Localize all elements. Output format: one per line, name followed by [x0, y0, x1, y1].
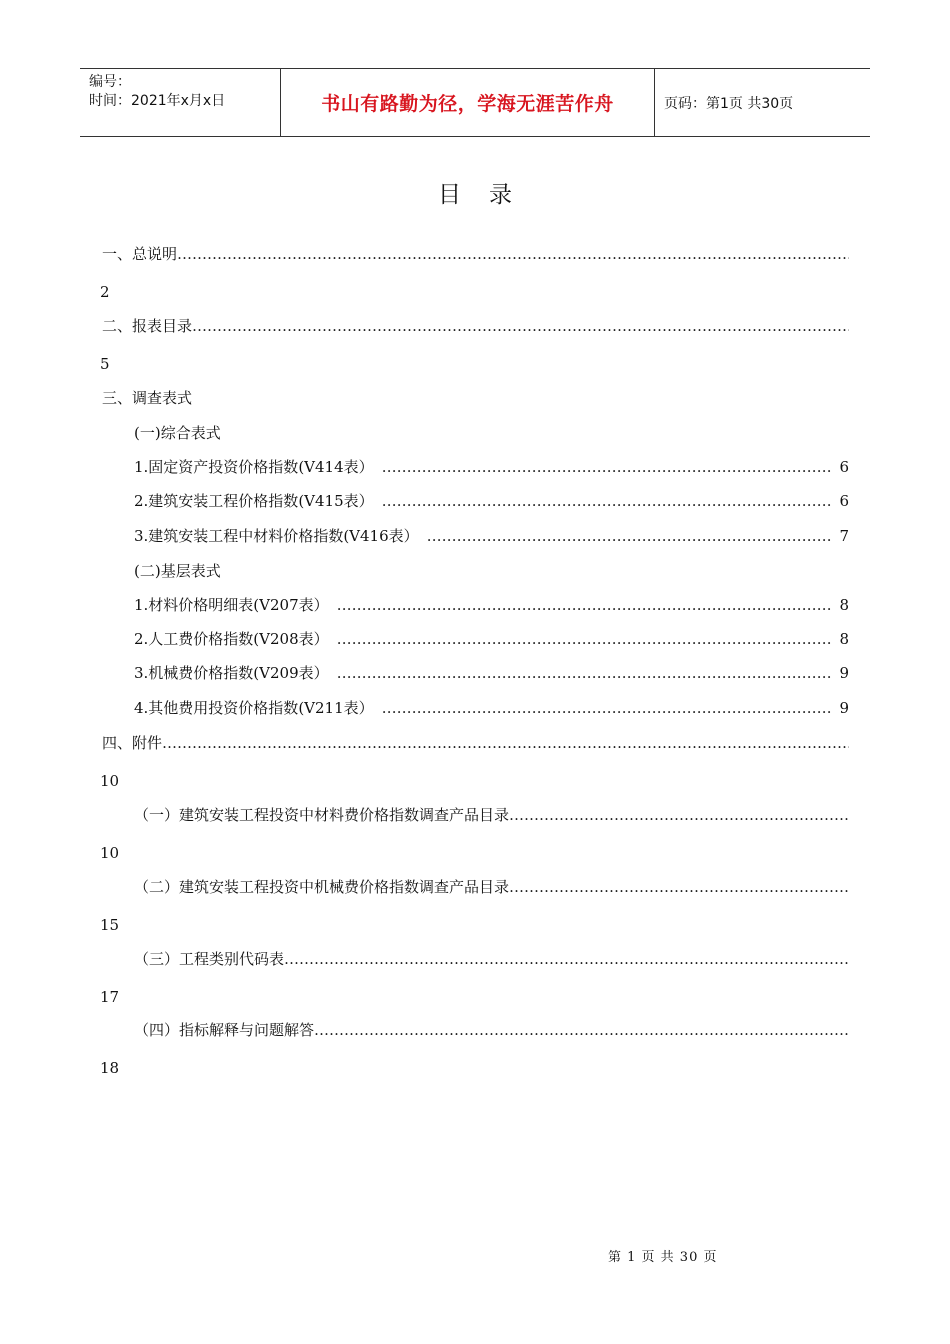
header-motto: 书山有路勤为径，学海无涯苦作舟	[281, 69, 655, 136]
page-footer: 第 1 页 共 30 页	[608, 1250, 718, 1265]
dot-leader	[419, 526, 834, 546]
toc-entry[interactable]	[134, 629, 849, 649]
dot-leader	[329, 595, 834, 615]
toc-entry[interactable]	[134, 457, 849, 477]
toc-entry[interactable]	[102, 316, 849, 336]
time-label: 时间：2021年x月x日	[89, 93, 226, 109]
dot-leader	[374, 457, 834, 477]
toc-entry-page: 9	[839, 699, 849, 717]
dot-leader	[329, 663, 834, 683]
toc-entry-page: 2	[100, 283, 110, 301]
toc-entry[interactable]	[102, 733, 849, 753]
toc-subsection-heading: (二)基层表式	[134, 562, 221, 580]
toc-entry-text: 3.机械费价格指数(V209表）	[134, 664, 329, 682]
toc-entry[interactable]	[102, 244, 849, 264]
toc-subsection-heading: (一)综合表式	[134, 424, 221, 442]
toc-title: 目录	[438, 182, 540, 208]
toc-section-heading: 三、调查表式	[102, 389, 193, 407]
toc-entry-text: 1.材料价格明细表(V207表）	[134, 596, 329, 614]
number-label: 编号：	[89, 74, 131, 90]
header-meta	[80, 69, 281, 136]
toc-entry-page: 10	[100, 844, 120, 862]
toc-entry-page: 6	[839, 458, 849, 476]
toc-entry[interactable]	[134, 663, 849, 683]
toc-entry-page: 17	[100, 988, 120, 1006]
dot-leader	[284, 949, 849, 969]
dot-leader	[177, 244, 849, 264]
toc-entry-text: （四）指标解释与问题解答	[134, 1021, 315, 1039]
toc-entry-text: （二）建筑安装工程投资中机械费价格指数调查产品目录	[134, 878, 510, 896]
toc-entry[interactable]	[134, 491, 849, 511]
dot-leader	[162, 733, 849, 753]
dot-leader	[314, 1020, 849, 1040]
dot-leader	[192, 316, 849, 336]
toc-entry-page: 8	[839, 630, 849, 648]
toc-entry[interactable]	[134, 595, 849, 615]
toc-entry-text: 3.建筑安装工程中材料价格指数(V416表）	[134, 527, 419, 545]
toc-entry-page: 5	[100, 355, 110, 373]
header-page-info: 页码：第1页 共30页	[664, 95, 794, 112]
dot-leader	[374, 698, 834, 718]
toc-entry-page: 8	[839, 596, 849, 614]
toc-entry-page: 15	[100, 916, 120, 934]
dot-leader	[509, 877, 849, 897]
toc-entry-page: 10	[100, 772, 120, 790]
toc-entry-text: 四、附件	[102, 734, 163, 752]
toc-entry-page: 6	[839, 492, 849, 510]
dot-leader	[509, 805, 849, 825]
toc-entry-text: 2.建筑安装工程价格指数(V415表）	[134, 492, 374, 510]
toc-entry[interactable]	[134, 805, 849, 825]
toc-entry[interactable]	[134, 1020, 849, 1040]
toc-entry[interactable]	[134, 949, 849, 969]
toc-entry[interactable]	[134, 698, 849, 718]
toc-entry-text: （三）工程类别代码表	[134, 950, 285, 968]
dot-leader	[374, 491, 834, 511]
toc-entry-text: 4.其他费用投资价格指数(V211表）	[134, 699, 374, 717]
toc-entry[interactable]	[134, 526, 849, 546]
toc-entry-text: 一、总说明	[102, 245, 178, 263]
dot-leader	[329, 629, 834, 649]
header-table	[80, 68, 870, 137]
toc-entry-page: 18	[100, 1059, 120, 1077]
toc-entry-text: 二、报表目录	[102, 317, 193, 335]
toc-entry[interactable]	[134, 877, 849, 897]
toc-entry-text: 1.固定资产投资价格指数(V414表）	[134, 458, 374, 476]
toc-entry-text: 2.人工费价格指数(V208表）	[134, 630, 329, 648]
toc-entry-page: 9	[839, 664, 849, 682]
toc-entry-text: （一）建筑安装工程投资中材料费价格指数调查产品目录	[134, 806, 510, 824]
toc-entry-page: 7	[839, 527, 849, 545]
